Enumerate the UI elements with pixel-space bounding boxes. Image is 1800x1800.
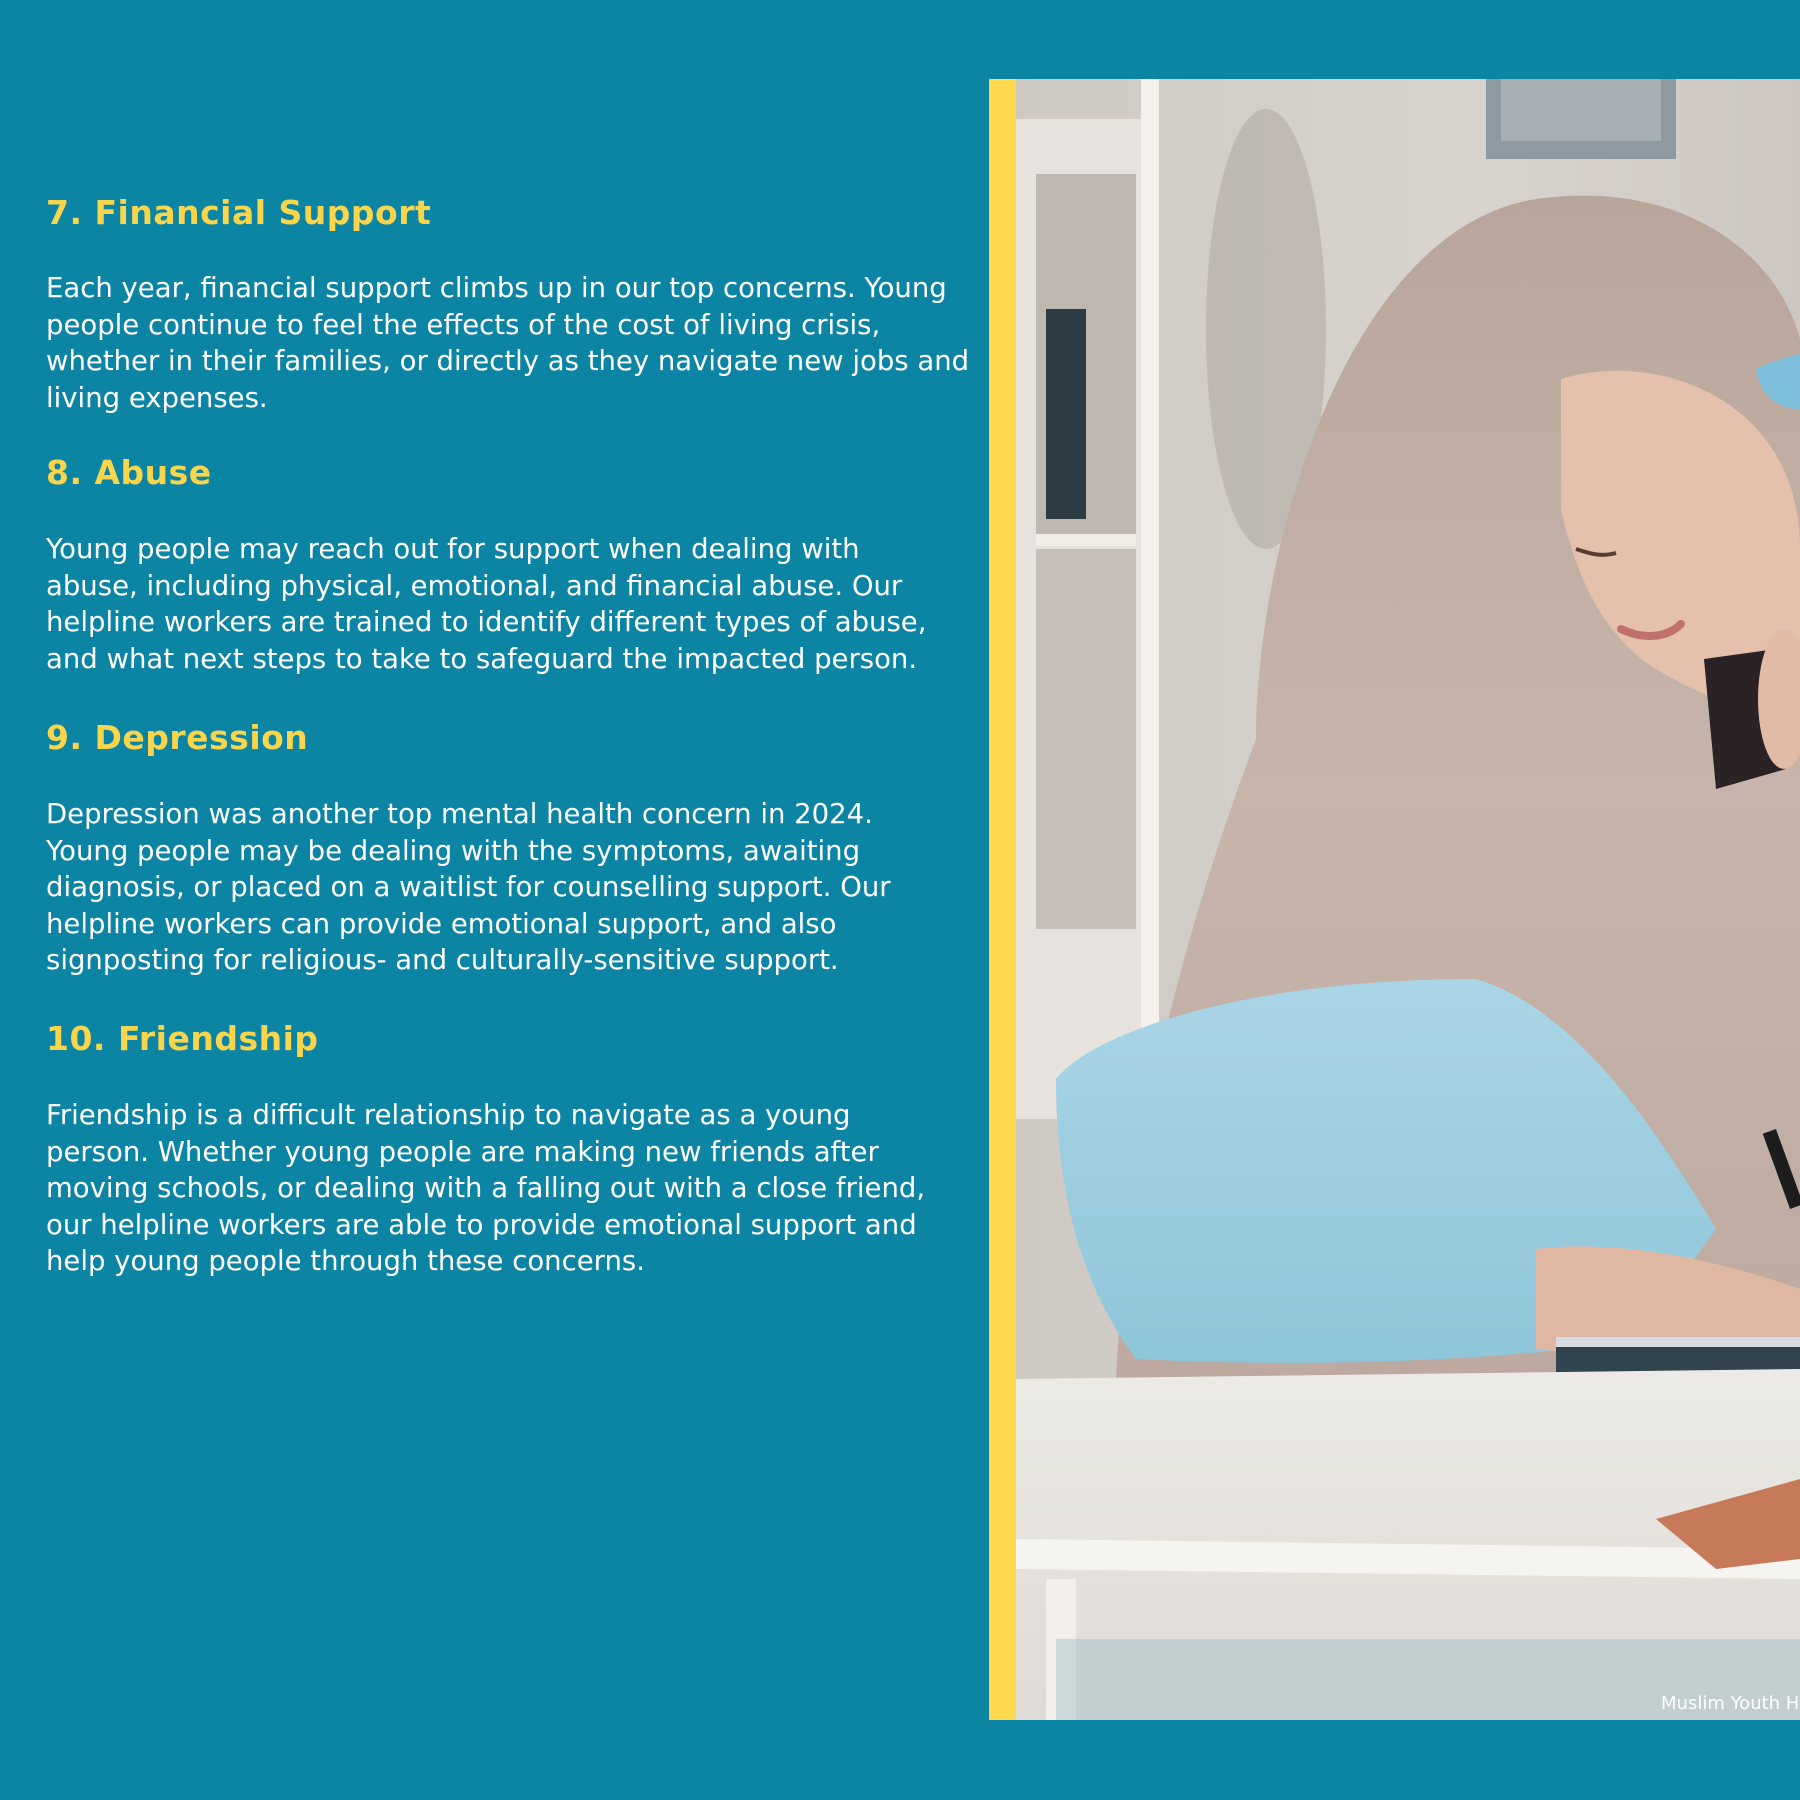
body-line: Young people may be dealing with the symptoms, awaiting — [46, 834, 861, 867]
section-body-abuse — [46, 531, 976, 677]
section-body-financial-support — [46, 270, 976, 416]
body-line: living expenses. — [46, 381, 268, 414]
body-line: helpline workers are trained to identify different types of abuse, — [46, 606, 927, 638]
body-line: Young people may reach out for support when dealing with — [46, 533, 860, 565]
body-line: our helpline workers are able to provide emotional support and — [46, 1208, 917, 1241]
body-line: diagnosis, or placed on a waitlist for counselling support. Our — [46, 871, 891, 903]
body-line: Friendship is a difficult relationship to navigate as a young — [46, 1099, 851, 1131]
body-line: Depression was another top mental health concern in 2024. — [46, 798, 873, 830]
body-line: signposting for religious- and culturally-sensitive support. — [46, 944, 839, 976]
body-line: people continue to feel the effects of the cost of living crisis, — [46, 308, 881, 341]
body-line: and what next steps to take to safeguard the impacted person. — [46, 642, 918, 675]
body-line: person. Whether young people are making new friends after — [46, 1135, 879, 1168]
body-line: whether in their families, or directly as they navigate new jobs and — [46, 345, 970, 377]
section-body-depression — [46, 796, 976, 979]
body-line: moving schools, or dealing with a falling out with a close friend, — [46, 1172, 926, 1204]
body-line: abuse, including physical, emotional, and financial abuse. Our — [46, 569, 903, 602]
section-title-depression: 9. Depression — [46, 718, 309, 757]
body-line: help young people through these concerns. — [46, 1245, 645, 1277]
body-line: helpline workers can provide emotional support, and also — [46, 907, 837, 940]
section-title-abuse: 8. Abuse — [46, 453, 212, 492]
photo-woman-hijab-on-phone-icon — [1016, 79, 1800, 1720]
body-line: Each year, financial support climbs up in our top concerns. Young — [46, 272, 947, 304]
section-body-friendship — [46, 1097, 976, 1280]
section-title-financial-support: 7. Financial Support — [46, 193, 432, 232]
accent-bar — [989, 79, 1016, 1720]
section-title-friendship: 10. Friendship — [46, 1019, 319, 1058]
photo-credit: Muslim Youth H — [1661, 1693, 1800, 1714]
